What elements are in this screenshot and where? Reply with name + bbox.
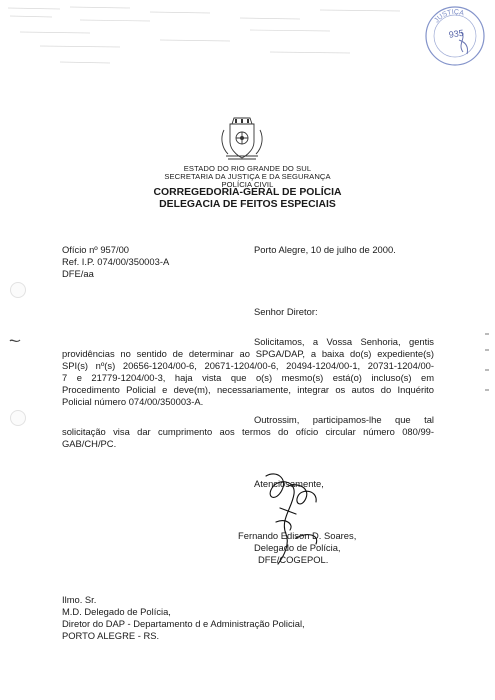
paragraph-notice — [62, 414, 434, 450]
signatory-title: Delegado de Polícia, — [254, 542, 341, 553]
header-police: POLÍCIA CIVIL — [221, 180, 274, 189]
signatory-unit: DFE/COGEPOL. — [258, 554, 329, 565]
header-corregedoria: CORREGEDORIA-GERAL DE POLÍCIA — [153, 187, 342, 198]
justice-stamp-icon — [423, 4, 487, 68]
paragraph-line: SPI(s) nº(s) 20656-1204/00-6, 20671-1204/00-6, 20494-1204/00-1, 20731-1204/00- — [62, 360, 434, 371]
svg-text:JUSTIÇA: JUSTIÇA — [433, 8, 465, 25]
reference-ip: Ref. I.P. 074/00/350003-A — [62, 256, 170, 267]
closing: Atenciosamente, — [254, 478, 324, 489]
paragraph-line: GAB/CH/PC. — [62, 438, 117, 449]
recipient-city: PORTO ALEGRE - RS. — [62, 630, 160, 641]
coat-of-arms-icon — [216, 112, 268, 164]
paragraph-line: Outrossim, participamos-lhe que tal — [254, 414, 434, 425]
svg-text:935: 935 — [448, 27, 465, 40]
paragraph-line: 7 e 21779-1204/00-3, haja vista que o(s) mesmo(s) está(o) incluso(s) em — [62, 372, 434, 383]
header-state: ESTADO DO RIO GRANDE DO SUL — [183, 164, 312, 173]
paragraph-line: Solicitamos, a Vossa Senhoria, gentis — [254, 336, 434, 347]
signatory-name: Fernando Edison D. Soares, — [238, 530, 357, 541]
paragraph-request — [62, 336, 434, 408]
punch-hole — [10, 410, 26, 426]
recipient-greeting: Ilmo. Sr. — [62, 594, 97, 605]
recipient-department: Diretor do DAP - Departamento d e Administração Policial, — [62, 618, 305, 629]
dfe-initials: DFE/aa — [62, 268, 94, 279]
punch-hole — [10, 282, 26, 298]
scan-noise — [0, 0, 495, 90]
header-delegacia: DELEGACIA DE FEITOS ESPECIAIS — [159, 199, 336, 210]
paragraph-line: Policial número 074/00/350003-A. — [62, 396, 204, 407]
place-date: Porto Alegre, 10 de julho de 2000. — [254, 244, 396, 255]
header-secretariat: SECRETARIA DA JUSTIÇA E DA SEGURANÇA — [164, 172, 331, 181]
oficio-number: Ofício nº 957/00 — [62, 244, 130, 255]
scan-artifact-icon — [8, 336, 22, 346]
recipient-role: M.D. Delegado de Polícia, — [62, 606, 171, 617]
salutation: Senhor Diretor: — [254, 306, 318, 317]
edge-binding-icon — [482, 330, 492, 400]
paragraph-line: solicitação visa dar cumprimento aos termos do ofício circular número 080/99- — [62, 426, 434, 437]
paragraph-line: providências no sentido de determinar ao SPGA/DAP, a baixa do(s) expediente(s) — [62, 348, 434, 359]
paragraph-line: Procedimento Policial e deve(m), necessariamente, integrar os autos do Inquérito — [62, 384, 434, 395]
